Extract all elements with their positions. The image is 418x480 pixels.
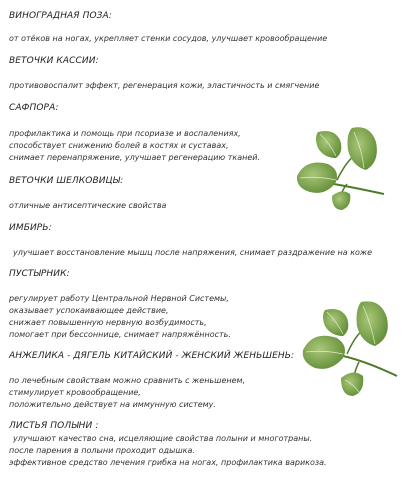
leaf-sprig-top-icon xyxy=(292,116,392,216)
heading-pustyrnik: ПУСТЫРНИК: xyxy=(9,269,70,279)
text-pustyrnik-3: снижает повышенную нервную возбудимость, xyxy=(9,318,207,327)
heading-vinogradnaya-poza: ВИНОГРАДНАЯ ПОЗА: xyxy=(9,11,112,21)
text-vetochki-shelkovitsy: отличные антисептические свойства xyxy=(9,201,167,210)
text-safpora-2: способствует снижению болей в костях и суставах, xyxy=(9,141,229,150)
text-anzhelika-2: стимулирует кровообращение, xyxy=(9,388,141,397)
heading-imbir: ИМБИРЬ: xyxy=(9,223,52,233)
heading-vetochki-shelkovitsy: ВЕТОЧКИ ШЕЛКОВИЦЫ: xyxy=(9,176,124,186)
text-pustyrnik-2: оказывает успокаивающее действие, xyxy=(9,306,169,315)
text-pustyrnik-4: помогает при бессоннице, снимает напряжённость. xyxy=(9,330,231,339)
text-safpora-1: профилактика и помощь при псориазе и воспалениях, xyxy=(9,129,241,138)
text-pustyrnik-1: регулирует работу Центральной Нервной Системы, xyxy=(9,294,229,303)
text-listya-polyni-1: улучшают качество сна, исцеляющие свойства полыни и многотраны. xyxy=(13,434,313,443)
text-safpora-3: снимает перенапряжение, улучшает регенерацию тканей. xyxy=(9,153,260,162)
heading-listya-polyni: ЛИСТЬЯ ПОЛЫНИ : xyxy=(9,421,99,431)
text-listya-polyni-3: эффективное средство лечения грибка на ногах, профилактика варикоза. xyxy=(9,458,327,467)
text-imbir: улучшает восстановление мышц после напряжения, снимает раздражение на коже xyxy=(13,248,373,257)
text-anzhelika-1: по лечебным свойствам можно сравнить с женьшенем, xyxy=(9,376,246,385)
text-vetochki-kassii: противовоспалит эффект, регенерация кожи, эластичность и смягчение xyxy=(9,81,320,90)
text-listya-polyni-2: после парения в полыни проходит одышка. xyxy=(9,446,195,455)
text-vinogradnaya-poza: от отёков на ногах, укрепляет стенки сосудов, улучшает кровообращение xyxy=(9,34,328,43)
heading-anzhelika: АНЖЕЛИКА - ДЯГЕЛЬ КИТАЙСКИЙ - ЖЕНСКИЙ ЖЕНЬШЕНЬ: xyxy=(9,351,295,361)
heading-safpora: САФПОРА: xyxy=(9,103,59,113)
heading-vetochki-kassii: ВЕТОЧКИ КАССИИ: xyxy=(9,56,99,66)
leaf-sprig-bottom-icon xyxy=(297,296,407,402)
text-anzhelika-3: положительно действует на иммунную систему. xyxy=(9,400,216,409)
